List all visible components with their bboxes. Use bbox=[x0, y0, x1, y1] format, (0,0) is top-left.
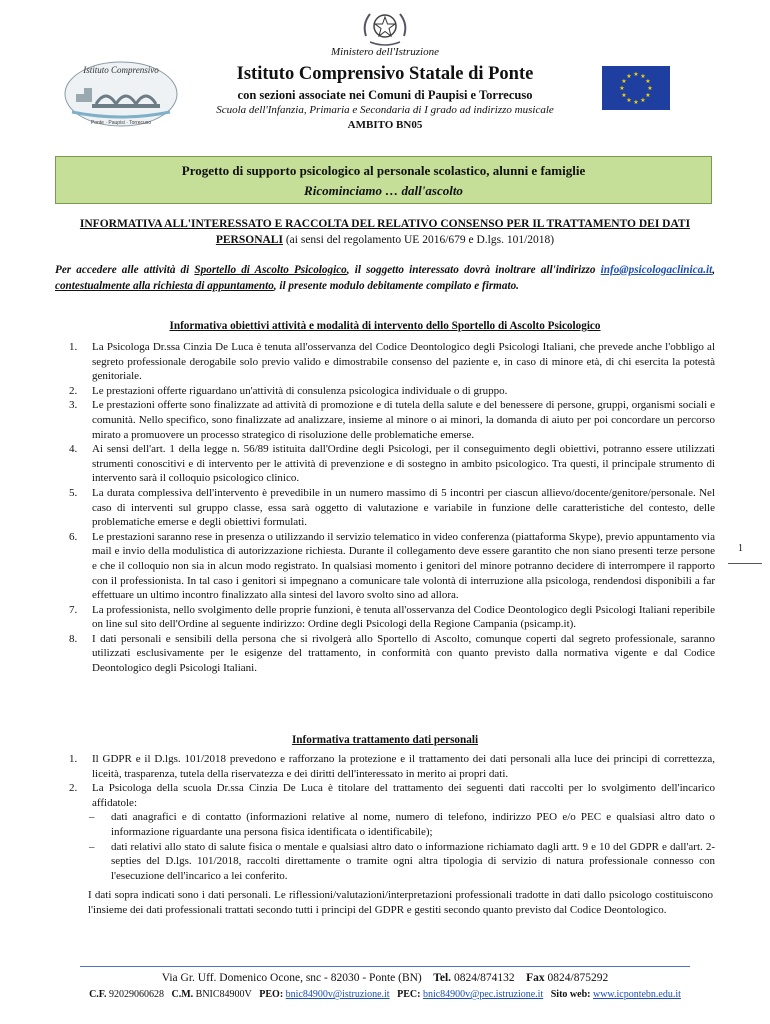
list-item bbox=[55, 442, 715, 486]
list-item bbox=[55, 530, 715, 603]
intro-part1: Per accedere alle attività di bbox=[55, 264, 195, 276]
school-logo-text: Istituto Comprensivo bbox=[83, 65, 159, 75]
page-number-rule bbox=[728, 563, 762, 564]
footer-fax-label: Fax bbox=[526, 972, 545, 984]
svg-text:★: ★ bbox=[647, 85, 653, 92]
svg-text:★: ★ bbox=[645, 78, 651, 85]
sub-list-item-text: dati relativi allo stato di salute fisica o mentale e qualsiasi altro dato o informazione richiamato dagli artt. 9 e 10 del GDPR e dall'art. 2-septies del D.lgs. 101/2018, raccolti direttamente o tramite ogni altra tipologia di servizio di natura professionale connesso con l'esecuzione dell'incarico a lei conferito. bbox=[111, 840, 715, 882]
footer-cf: 92029060628 bbox=[108, 989, 164, 1000]
svg-text:★: ★ bbox=[645, 92, 651, 99]
intro-email-link[interactable]: info@psicologaclinica.it bbox=[600, 264, 713, 276]
footer-contacts-line bbox=[0, 989, 770, 1000]
dash-marker: – bbox=[89, 811, 95, 824]
list-item bbox=[55, 398, 715, 442]
list-item-text: La Psicologa della scuola Dr.ssa Cinzia De Luca è titolare del trattamento dei seguenti dati raccolti per lo svolgimento dell'incarico affidatole: bbox=[92, 782, 715, 809]
ambito: AMBITO BN05 bbox=[347, 119, 423, 131]
intro-link-appuntamento: contestualmente alla richiesta di appuntamento bbox=[55, 280, 274, 292]
intro-paragraph bbox=[55, 262, 715, 294]
footer-pec-link[interactable]: bnic84900v@pec.istruzione.it bbox=[422, 989, 544, 1000]
sub-list-item bbox=[55, 810, 715, 839]
intro-link-sportello: Sportello di Ascolto Psicologico bbox=[194, 264, 347, 276]
list-item-num: 1. bbox=[69, 341, 78, 353]
list-item-num: 7. bbox=[69, 603, 78, 616]
list-item-text: Ai sensi dell'art. 1 della legge n. 56/89 istituita dall'Ordine degli Psicologi, per il conseguimento degli obiettivi, potranno essere utilizzati strumenti conoscitivi e di intervento per le attività di prevenzione e di sostegno in ambito psicologico. Tra questi, il principale strumento di intervento sarà il colloquio psicologico clinico. bbox=[92, 443, 715, 485]
informativa-title bbox=[55, 216, 715, 248]
list-item-text: Le prestazioni offerte sono finalizzate ad attività di promozione e di tutela della salute e del benessere di persone, gruppi, organismi sociali e comunità. Nello specifico, sono finalizzate ad analizzare, insieme al minore o ai minori, la domanda di aiuto per poi concordare un percorso mirato a promuovere un processo strategico di risoluzione delle problematiche emerse. bbox=[92, 399, 715, 441]
list-item bbox=[55, 632, 715, 676]
list-item bbox=[55, 384, 715, 399]
footer-fax: 0824/875292 bbox=[547, 972, 609, 984]
svg-text:★: ★ bbox=[633, 71, 639, 78]
footer-web-label: Sito web: bbox=[550, 989, 591, 1000]
school-type: Scuola dell'Infanzia, Primaria e Secondaria di I grado ad indirizzo musicale bbox=[216, 104, 554, 116]
sub-list-item-text: dati anagrafici e di contatto (informazioni relative al nome, numero di telefono, indirizzo PEO e/o PEC e qualsiasi altro dato o informazione riguardante una persona fisica identificata o identificabile); bbox=[111, 811, 715, 838]
intro-part4: , il presente modulo debitamente compilato e firmato. bbox=[273, 280, 519, 292]
footer-tel: 0824/874132 bbox=[453, 972, 515, 984]
footer-cm: BNIC84900V bbox=[195, 989, 252, 1000]
svg-text:★: ★ bbox=[626, 97, 632, 104]
list-item-text: Le prestazioni saranno rese in presenza o utilizzando il servizio telematico in video conferenza (piattaforma Skype), previo appuntamento via mail e invio della modulistica di autorizzazione richiesta. Durante il collegamento deve essere garantito che non siano presenti terze persone e che il colloquio non sia in alcun modo registrato. In qualsiasi momento i genitori del minore potranno decidere di interrompere il rapporto con il professionista. In tal caso i genitori si impegnano a comunicare tale volontà di interruzione alla psicologa, rendendosi disponibili a far effettuare un ultimo incontro finalizzato alla sintesi del lavoro svolto sino ad allora. bbox=[92, 530, 715, 602]
footer-peo-link[interactable]: bnic84900v@istruzione.it bbox=[285, 989, 390, 1000]
project-subtitle: Ricominciamo … dall'ascolto bbox=[304, 183, 463, 198]
italian-republic-emblem-icon bbox=[360, 6, 410, 48]
svg-text:★: ★ bbox=[633, 99, 639, 106]
footer-address: Via Gr. Uff. Domenico Ocone, snc - 82030 - Ponte (BN) bbox=[161, 972, 422, 984]
informativa-title-note: (ai sensi del regolamento UE 2016/679 e D.lgs. 101/2018) bbox=[285, 234, 555, 246]
svg-text:★: ★ bbox=[640, 73, 646, 80]
school-logo-caption: Ponte · Paupisi · Torrecuso bbox=[90, 120, 152, 126]
list-item-text: Le prestazioni offerte riguardano un'attività di consulenza psicologica individuale o di gruppo. bbox=[92, 384, 508, 397]
footer-tel-label: Tel. bbox=[433, 972, 452, 984]
project-title: Progetto di supporto psicologico al personale scolastico, alunni e famiglie bbox=[181, 163, 586, 178]
footer-cm-label: C.M. bbox=[171, 989, 194, 1000]
list-item-num: 2. bbox=[69, 782, 78, 795]
footer-divider bbox=[80, 966, 690, 967]
sub-list-item bbox=[55, 840, 715, 884]
project-banner bbox=[55, 156, 712, 204]
footer-peo-label: PEO: bbox=[259, 989, 284, 1000]
list-item-num: 3. bbox=[69, 399, 78, 412]
footer-cf-label: C.F. bbox=[89, 989, 107, 1000]
list-item bbox=[55, 486, 715, 530]
list-item-text: Il GDPR e il D.lgs. 101/2018 prevedono e rafforzano la protezione e il trattamento dei dati personali alla luce dei principi di correttezza, liceità, trasparenza, tutela della riservatezza e dei diritti dell'interessato in merito ai propri dati. bbox=[92, 753, 715, 780]
section2-heading: Informativa trattamento dati personali bbox=[291, 734, 479, 746]
footer-address-line bbox=[0, 972, 770, 984]
list-item-num: 8. bbox=[69, 632, 78, 645]
list-item bbox=[55, 752, 715, 781]
section1-heading: Informativa obiettivi attività e modalità di intervento dello Sportello di Ascolto Psicologico bbox=[169, 320, 601, 332]
ministry-name: Ministero dell'Istruzione bbox=[331, 46, 439, 58]
intro-part3: , bbox=[712, 264, 716, 276]
informativa-title-bold: INFORMATIVA ALL'INTERESSATO E RACCOLTA DEL RELATIVO CONSENSO PER IL TRATTAMENTO DEI DATI PERSONALI bbox=[79, 218, 691, 246]
dash-marker: – bbox=[89, 840, 95, 853]
list-item-num: 5. bbox=[69, 486, 78, 499]
list-item bbox=[55, 340, 715, 384]
list-item-num: 6. bbox=[69, 530, 78, 543]
list-item-text: La Psicologa Dr.ssa Cinzia De Luca è tenuta all'osservanza del Codice Deontologico degli Psicologi Italiani, che prevede anche l'obbligo al segreto professionale derogabile solo previo valido e dimostrabile consenso del paziente e, in caso di minore età, di chi esercita la potestà genitoriale. bbox=[92, 341, 715, 383]
school-name: Istituto Comprensivo Statale di Ponte bbox=[236, 64, 534, 84]
list-item-text: I dati personali e sensibili della persona che si rivolgerà allo Sportello di Ascolto, comunque coperti dal segreto professionale, saranno utilizzati esclusivamente per le esigenze del trattamento, in conformità con quanto previsto dalla normativa vigente e dal Codice Deontologico degli Psicologi Italiani. bbox=[92, 632, 715, 675]
list-item bbox=[55, 781, 715, 810]
svg-text:★: ★ bbox=[621, 92, 627, 99]
list-item-num: 2. bbox=[69, 384, 78, 397]
closing-paragraph: I dati sopra indicati sono i dati personali. Le riflessioni/valutazioni/interpretazioni professionali tradotte in dati dallo psicologo costituiscono l'insieme dei dati professionali trattati secondo tutti i principi del GDPR e gestiti secondo quanto previsto dal Codice Deontologico. bbox=[88, 889, 713, 916]
section1-list bbox=[55, 340, 715, 676]
footer-pec-label: PEC: bbox=[397, 989, 421, 1000]
footer-web-link[interactable]: www.icpontebn.edu.it bbox=[592, 989, 681, 1000]
page-number: 1 bbox=[738, 543, 743, 554]
list-item-text: La professionista, nello svolgimento delle proprie funzioni, è tenuta all'osservanza del Codice Deontologico degli Psicologi Italiani reperibile on line sul sito dell'Ordine al seguente indirizzo: Ordine degli Psicologi della Regione Campania (psicamp.it). bbox=[92, 603, 715, 631]
intro-part2: , il soggetto interessato dovrà inoltrare all'indirizzo bbox=[346, 264, 601, 276]
svg-text:★: ★ bbox=[619, 85, 625, 92]
list-item-num: 1. bbox=[69, 753, 78, 765]
svg-text:★: ★ bbox=[621, 78, 627, 85]
section2-list bbox=[55, 752, 715, 883]
list-item bbox=[55, 603, 715, 632]
school-subtitle: con sezioni associate nei Comuni di Paupisi e Torrecuso bbox=[237, 88, 533, 102]
svg-text:★: ★ bbox=[626, 73, 632, 80]
list-item-text: La durata complessiva dell'intervento è prevedibile in un numero massimo di 5 incontri per ciascun allievo/docente/genitore/personale. Nel caso di interventi sul gruppo classe, essa sarà oggetto di valutazione e variabile in funzione delle caratteristiche del contesto, delle problematiche emerse e degli obiettivi formulati. bbox=[92, 486, 715, 529]
list-item-num: 4. bbox=[69, 443, 78, 456]
svg-text:★: ★ bbox=[640, 97, 646, 104]
